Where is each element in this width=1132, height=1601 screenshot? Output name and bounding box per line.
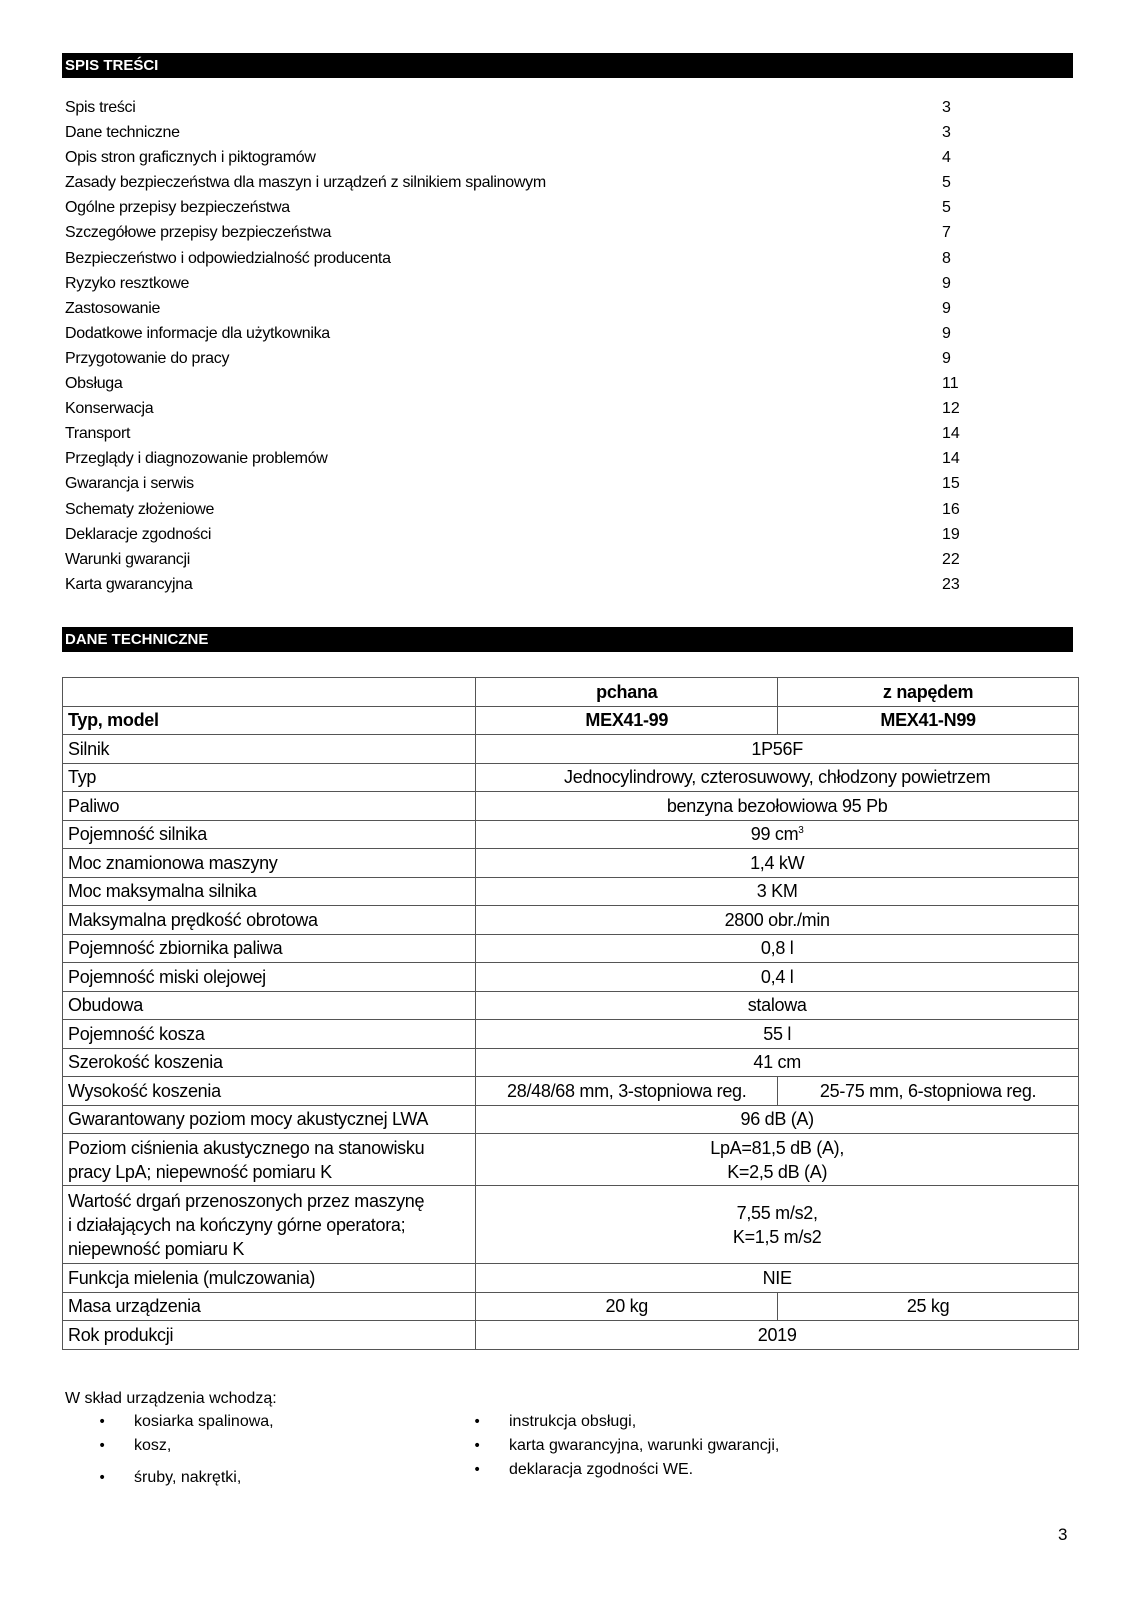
table-row: [63, 1134, 1079, 1186]
toc-item[interactable]: [65, 449, 965, 474]
table-row: [63, 1292, 1079, 1321]
toc-item[interactable]: [65, 148, 965, 173]
list-item: • kosiarka spalinowa,: [98, 1412, 274, 1436]
toc-item[interactable]: [65, 575, 965, 600]
max-speed-value: 2800 obr./min: [476, 906, 1079, 935]
list-item: • deklaracja zgodności WE.: [473, 1460, 779, 1484]
row-label: Silnik: [63, 735, 476, 764]
toc-item[interactable]: [65, 525, 965, 550]
toc-item-page: 15: [942, 475, 960, 493]
toc-item-title: Przygotowanie do pracy: [65, 349, 230, 367]
toc-item-page: 19: [942, 525, 960, 543]
row-label: Typ, model: [63, 706, 476, 735]
toc-item-title: Deklaracje zgodności: [65, 525, 212, 543]
row-label: Gwarantowany poziom mocy akustycznej LWA: [63, 1105, 476, 1134]
lpa-value-line: K=2,5 dB (A): [727, 1161, 828, 1182]
toc-item-page: 22: [942, 550, 960, 568]
row-label: [63, 1134, 476, 1186]
max-power-value: 3 KM: [476, 877, 1079, 906]
year-value: 2019: [476, 1321, 1079, 1350]
toc-item[interactable]: [65, 198, 965, 223]
type-value: Jednocylindrowy, czterosuwowy, chłodzony powietrzem: [476, 763, 1079, 792]
toc-item-title: Zasady bezpieczeństwa dla maszyn i urządzeń z silnikiem spalinowym: [65, 174, 546, 192]
toc-item[interactable]: [65, 374, 965, 399]
table-row: [63, 1048, 1079, 1077]
toc-item-title: Transport: [65, 425, 131, 443]
row-label: Szerokość koszenia: [63, 1048, 476, 1077]
list-item: • śruby, nakrętki,: [98, 1468, 274, 1492]
row-label: Pojemność silnika: [63, 820, 476, 849]
toc-item-title: Gwarancja i serwis: [65, 475, 194, 493]
oil-value: 0,4 l: [476, 963, 1079, 992]
toc-item[interactable]: [65, 249, 965, 274]
table-row: [63, 963, 1079, 992]
toc-item-title: Ryzyko resztkowe: [65, 274, 190, 292]
engine-value: 1P56F: [476, 735, 1079, 764]
toc-item-title: Schematy złożeniowe: [65, 500, 215, 518]
table-row: [63, 1321, 1079, 1350]
row-label: Pojemność zbiornika paliwa: [63, 934, 476, 963]
width-value: 41 cm: [476, 1048, 1079, 1077]
row-label: Rok produkcji: [63, 1321, 476, 1350]
toc-item-page: 4: [942, 149, 951, 167]
table-row: [63, 849, 1079, 878]
table-row: [63, 1105, 1079, 1134]
table-row: [63, 906, 1079, 935]
mass-pushed: 20 kg: [476, 1292, 778, 1321]
mulch-value: NIE: [476, 1264, 1079, 1293]
toc-item[interactable]: [65, 349, 965, 374]
table-header-row: [63, 678, 1079, 707]
toc-item-page: 9: [942, 299, 951, 317]
toc-item-page: 5: [942, 174, 951, 192]
toc-heading-bar: [62, 53, 1073, 78]
toc-item-page: 9: [942, 324, 951, 342]
toc-item[interactable]: [65, 474, 965, 499]
table-row: [63, 1186, 1079, 1264]
vibration-value: [476, 1186, 1079, 1264]
technical-data-table: [62, 677, 1079, 1350]
lpa-label-line: Poziom ciśnienia akustycznego na stanowisku: [68, 1137, 425, 1158]
toc-item-title: Konserwacja: [65, 400, 154, 418]
empty-header-cell: [63, 678, 476, 707]
toc-item-title: Dane techniczne: [65, 124, 180, 142]
height-driven: 25-75 mm, 6-stopniowa reg.: [778, 1077, 1079, 1106]
tech-heading: DANE TECHNICZNE: [65, 631, 209, 648]
toc-item-page: 16: [942, 500, 960, 518]
capacity-text: 99 cm: [750, 824, 799, 845]
list-item: • instrukcja obsługi,: [473, 1412, 779, 1436]
lwa-value: 96 dB (A): [476, 1105, 1079, 1134]
toc-heading: SPIS TREŚCI: [65, 57, 159, 74]
toc-item[interactable]: [65, 424, 965, 449]
page-number: 3: [1058, 1525, 1068, 1544]
row-label: Obudowa: [63, 991, 476, 1020]
toc-item[interactable]: [65, 399, 965, 424]
toc-item[interactable]: [65, 324, 965, 349]
row-label: Pojemność kosza: [63, 1020, 476, 1049]
row-label: Maksymalna prędkość obrotowa: [63, 906, 476, 935]
row-label: Paliwo: [63, 792, 476, 821]
toc-item[interactable]: [65, 500, 965, 525]
row-label: [63, 1186, 476, 1264]
height-pushed: 28/48/68 mm, 3-stopniowa reg.: [476, 1077, 778, 1106]
toc-item-page: 14: [942, 450, 960, 468]
table-row: [63, 763, 1079, 792]
toc-item-page: 9: [942, 274, 951, 292]
components-list-right: [473, 1412, 779, 1484]
capacity-superscript: 3: [798, 825, 804, 837]
toc-item[interactable]: [65, 173, 965, 198]
fuel-value: benzyna bezołowiowa 95 Pb: [476, 792, 1079, 821]
toc-item-title: Obsługa: [65, 375, 123, 393]
vibration-label-line: i działających na kończyny górne operatora;: [68, 1214, 406, 1235]
row-label: Funkcja mielenia (mulczowania): [63, 1264, 476, 1293]
toc-item-title: Dodatkowe informacje dla użytkownika: [65, 324, 330, 342]
toc-item-title: Spis treści: [65, 99, 136, 116]
model-pushed: MEX41-99: [476, 706, 778, 735]
table-row: [63, 1264, 1079, 1293]
table-row: [63, 1020, 1079, 1049]
toc-item-title: Zastosowanie: [65, 299, 161, 317]
row-label: Wysokość koszenia: [63, 1077, 476, 1106]
table-row: [63, 706, 1079, 735]
list-item: • karta gwarancyjna, warunki gwarancji,: [473, 1436, 779, 1460]
mass-driven: 25 kg: [778, 1292, 1079, 1321]
toc-item-page: 7: [942, 224, 951, 242]
table-row: [63, 1077, 1079, 1106]
lpa-label-line: pracy LpA; niepewność pomiaru K: [68, 1161, 332, 1182]
components-title: W skład urządzenia wchodzą:: [65, 1390, 277, 1407]
vibration-value-line: 7,55 m/s2,: [736, 1202, 818, 1223]
table-row: [63, 877, 1079, 906]
toc-item-page: 14: [942, 425, 960, 443]
row-label: Moc maksymalna silnika: [63, 877, 476, 906]
toc-item-title: Karta gwarancyjna: [65, 575, 193, 593]
toc-item-title: Przeglądy i diagnozowanie problemów: [65, 450, 328, 468]
toc-item-page: 12: [942, 400, 960, 418]
components-list-left: [98, 1412, 274, 1492]
toc-item[interactable]: [65, 550, 965, 575]
toc-item-page: 9: [942, 349, 951, 367]
toc-item-title: Szczegółowe przepisy bezpieczeństwa: [65, 224, 332, 242]
col-header-driven: z napędem: [778, 678, 1079, 707]
model-driven: MEX41-N99: [778, 706, 1079, 735]
table-row: [63, 820, 1079, 849]
capacity-value: [476, 820, 1079, 849]
row-label: Pojemność miski olejowej: [63, 963, 476, 992]
table-of-contents: [65, 98, 965, 600]
toc-item[interactable]: [65, 274, 965, 299]
row-label: Moc znamionowa maszyny: [63, 849, 476, 878]
lpa-value: [476, 1134, 1079, 1186]
table-row: [63, 934, 1079, 963]
toc-item[interactable]: [65, 123, 965, 148]
toc-item[interactable]: [65, 98, 965, 123]
toc-item[interactable]: [65, 223, 965, 248]
table-row: [63, 735, 1079, 764]
list-item: • kosz,: [98, 1436, 274, 1460]
toc-item-title: Opis stron graficznych i piktogramów: [65, 149, 316, 167]
row-label: Typ: [63, 763, 476, 792]
toc-item-page: 23: [942, 575, 960, 593]
vibration-value-line: K=1,5 m/s2: [732, 1226, 822, 1247]
vibration-label-line: niepewność pomiaru K: [68, 1238, 245, 1259]
table-row: [63, 792, 1079, 821]
rated-power-value: 1,4 kW: [476, 849, 1079, 878]
toc-item-title: Bezpieczeństwo i odpowiedzialność producenta: [65, 249, 391, 267]
row-label: Masa urządzenia: [63, 1292, 476, 1321]
toc-item-page: 3: [942, 124, 951, 142]
toc-item[interactable]: [65, 299, 965, 324]
lpa-value-line: LpA=81,5 dB (A),: [710, 1137, 845, 1158]
basket-value: 55 l: [476, 1020, 1079, 1049]
vibration-label-line: Wartość drgań przenoszonych przez maszynę: [68, 1190, 425, 1211]
toc-item-page: 3: [942, 99, 951, 116]
tech-heading-bar: [62, 627, 1073, 652]
toc-item-page: 5: [942, 199, 951, 217]
toc-item-title: Warunki gwarancji: [65, 550, 191, 568]
toc-item-page: 8: [942, 249, 951, 267]
housing-value: stalowa: [476, 991, 1079, 1020]
toc-item-title: Ogólne przepisy bezpieczeństwa: [65, 199, 290, 217]
table-row: [63, 991, 1079, 1020]
toc-item-page: 11: [942, 375, 959, 393]
col-header-pushed: pchana: [476, 678, 778, 707]
fuel-tank-value: 0,8 l: [476, 934, 1079, 963]
